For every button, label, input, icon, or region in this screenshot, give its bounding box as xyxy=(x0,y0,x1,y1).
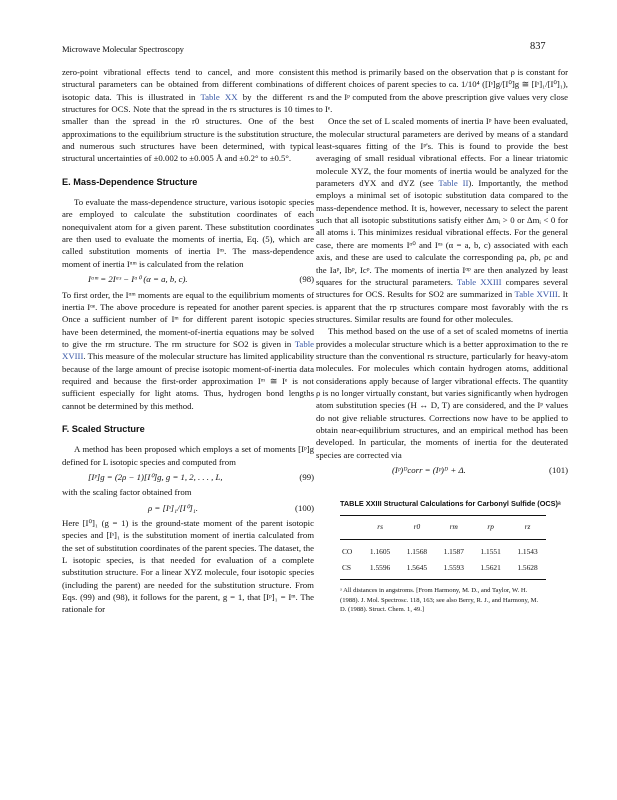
table-cell: 1.1587 xyxy=(443,546,464,556)
column-header: r0 xyxy=(399,516,436,539)
table-cell: 1.1605 xyxy=(369,546,391,556)
section-heading-e: E. Mass-Dependence Structure xyxy=(62,176,198,187)
row-label: CO xyxy=(342,546,353,556)
column-header xyxy=(340,516,362,539)
paragraph: zero-point vibrational effects tend to cancel, and more consistent structural parameters can be obtained from different combinations of isotopic data. This is illustrated in Table XX by the different rs structures for OCS. Note that the spread in the rs structures is 10 times smaller than the spread in the r0 structures. One of the best approximations to the equilibrium structure is the substitution structure, and numerous such structures have been determined, with typical structural uncertainties of ±0.002 to ±0.005 Å and ±0.2° to ±0.5°. xyxy=(62,67,315,164)
table-link[interactable]: Table II xyxy=(438,178,469,189)
section-heading-f: F. Scaled Structure xyxy=(62,423,145,434)
table-cell: 1.5593 xyxy=(435,560,472,580)
paragraph: To first order, the Iᵅᵐ moments are equal to the equilibrium moments of inertia Iᵅᵉ. The above procedure is repeated for another parent species. Once a sufficient number of Iᵐ for different parent isotopic species have been determined, the moment-of-inertia equations may be solved to give the rm structure. The rm structure for SO2 is given in Table XVIII. This measure of the molecular structure has limited applicability because of the large amount of precise isotopic moment-of-inertia data required and because the first-order approximation Iᵐ ≅ Iᵉ is not sufficient especially for light atoms. Thus, hydrogen bond lengths cannot be determined by this method. xyxy=(62,289,315,411)
table-cell: 1.5628 xyxy=(509,560,546,580)
column-header: rs xyxy=(362,516,399,539)
equation-100: ρ = [Iˢ]₁/[I⁰]₁. (100) xyxy=(148,502,314,513)
table-cell: 1.5645 xyxy=(399,560,436,580)
table-cell: 1.5621 xyxy=(472,560,509,580)
column-header: rp xyxy=(472,516,509,539)
paragraph: with the scaling factor obtained from xyxy=(62,487,192,498)
table-cell: 1.1568 xyxy=(406,546,428,556)
paragraph: A method has been proposed which employs a set of moments [Iᵖ]g defined for L isotopic species and computed from xyxy=(62,444,314,467)
page-number: 837 xyxy=(530,41,546,52)
table-caption: TABLE XXIII Structural Calculations for Carbonyl Sulfide (OCS)ᵃ xyxy=(340,499,561,509)
table-footnote: ᵃ All distances in angstroms. [From Harmony, M. D., and Taylor, W. H. (1988). J. Mol. Spectrosc. 118, 163; see also Berry, R. J., and Harmony, M. D. (1988). Struct. Chem. 1, 49.] xyxy=(340,587,539,613)
left-column xyxy=(62,66,314,616)
column-header: rz xyxy=(509,516,546,539)
table-link[interactable]: Table XXIII xyxy=(456,276,502,287)
paragraph: this method is primarily based on the observation that ρ is constant for different choices of parent species to ca. 1/10⁴ ([Iˢ]g/[I⁰]g ≅ [Iˢ]₁/[I⁰]₁), and the Iᵖ computed from the above prescription give values very close to Iᵉ. xyxy=(316,67,568,115)
paragraph: Once the set of L scaled moments of inertia Iᵖ have been evaluated, the molecular structural parameters are derived by means of a standard least-squares fitting of the Iᵖ's. This is found to provide the best averaging of small residual vibrational effects. For a linear triatomic molecule XYZ, the four moments of inertia would be analyzed for the parameters dYX and dYZ (see Table II). Importantly, the method employs a minimal set of isotopic substitution data compared to the mass-dependence method. It is, however, necessary to select the parent such that all isotopic substitutions satisfy either Δmᵢ > 0 or Δmᵢ < 0 for all atoms i. This minimizes residual vibrational effects. For the general case, there are moments Iᵅ⁰ and Iᵅˢ (α = a, b, c) associated with each axis, and these are used to calculate the corresponding ρa, ρb, ρc and the Iaᵖ, Ibᵖ, Icᵖ. The moments of inertia Iᵅᵖ are then analyzed by least squares for the structural parameters. Table XXIII compares several structures for OCS. Results for SO2 are summarized in Table XVIII. It is apparent that the rp structures compare most favorably with the rs structures. Similar results are found for other molecules. xyxy=(316,116,569,324)
paragraph: This method based on the use of a set of scaled mometns of inertia provides a molecular structure which is a better approximation to the re structure than the conventional rs structure, particularly for heavy-atom molecules. For molecules which contain hydrogen atoms, additional considerations apply because of larger vibrational effects. The quantity ρ is no longer virtually constant, but varies significantly when hydrogen atom substitution species (H ↔ D, T) are considered, and the Iᵖ values do not give reliable structures. Corrections now have to be applied to obtain near-equilibrium structures, and an empirical method has been developed. In particular, the moments of inertia for the deuterated species are corrected via xyxy=(316,326,568,460)
equation-99: [Iᵖ]g = (2ρ − 1)[I⁰]g, g = 1, 2, . . . , L, (99) xyxy=(88,471,314,482)
table-header-row xyxy=(340,516,546,539)
table-link[interactable]: Table XVIII xyxy=(62,338,315,362)
row-label: CS xyxy=(340,560,362,580)
running-title: Microwave Molecular Spectroscopy xyxy=(62,44,184,54)
equation-98: Iᵅᵐ = 2Iᵅˢ − Iᵅ⁰ (α = a, b, c). (98) xyxy=(88,274,314,285)
column-header: rm xyxy=(435,516,472,539)
structure-table xyxy=(340,515,546,580)
table-cell: 1.5596 xyxy=(362,560,399,580)
table-link[interactable]: Table XX xyxy=(200,91,238,102)
right-column xyxy=(316,66,568,614)
table-row xyxy=(340,560,546,580)
table-cell: 1.1543 xyxy=(517,546,538,556)
equation-101: (Iᵖ)ᴰcorr = (Iᵖ)ᴰ + Δ. (101) xyxy=(392,465,568,475)
table-link[interactable]: Table XVIII xyxy=(514,289,558,300)
table-row xyxy=(340,539,546,560)
paragraph: Here [I⁰]₁ (g = 1) is the ground-state moment of the parent isotopic species and [Iˢ]₁ is the substitution moment of inertia calculated from the set of substitution coordinates of the parent species. The dataset, the L isotopic species, is that needed for evaluation of a complete substitution structure. For a linear XYZ molecule, four isotopic species (including the parent) are needed for the substitution structure. From Eqs. (99) and (98), it follows for the parent, g = 1, that [Iᵖ]₁ = Iᵐ. The rationale for xyxy=(62,518,314,615)
table-cell: 1.1551 xyxy=(480,546,501,556)
paragraph: To evaluate the mass-dependence structure, various isotopic species are employed to calculate the substitution coordinates of each nonequivalent atom for a given parent. These substitution coordinates are then used to evaluate the moments of inertia, Eq. (5), which are called substitution moments of inertia Iᵅˢ. The mass-dependence moment of inertia Iᵅᵐ is calculated from the relation xyxy=(62,197,314,269)
